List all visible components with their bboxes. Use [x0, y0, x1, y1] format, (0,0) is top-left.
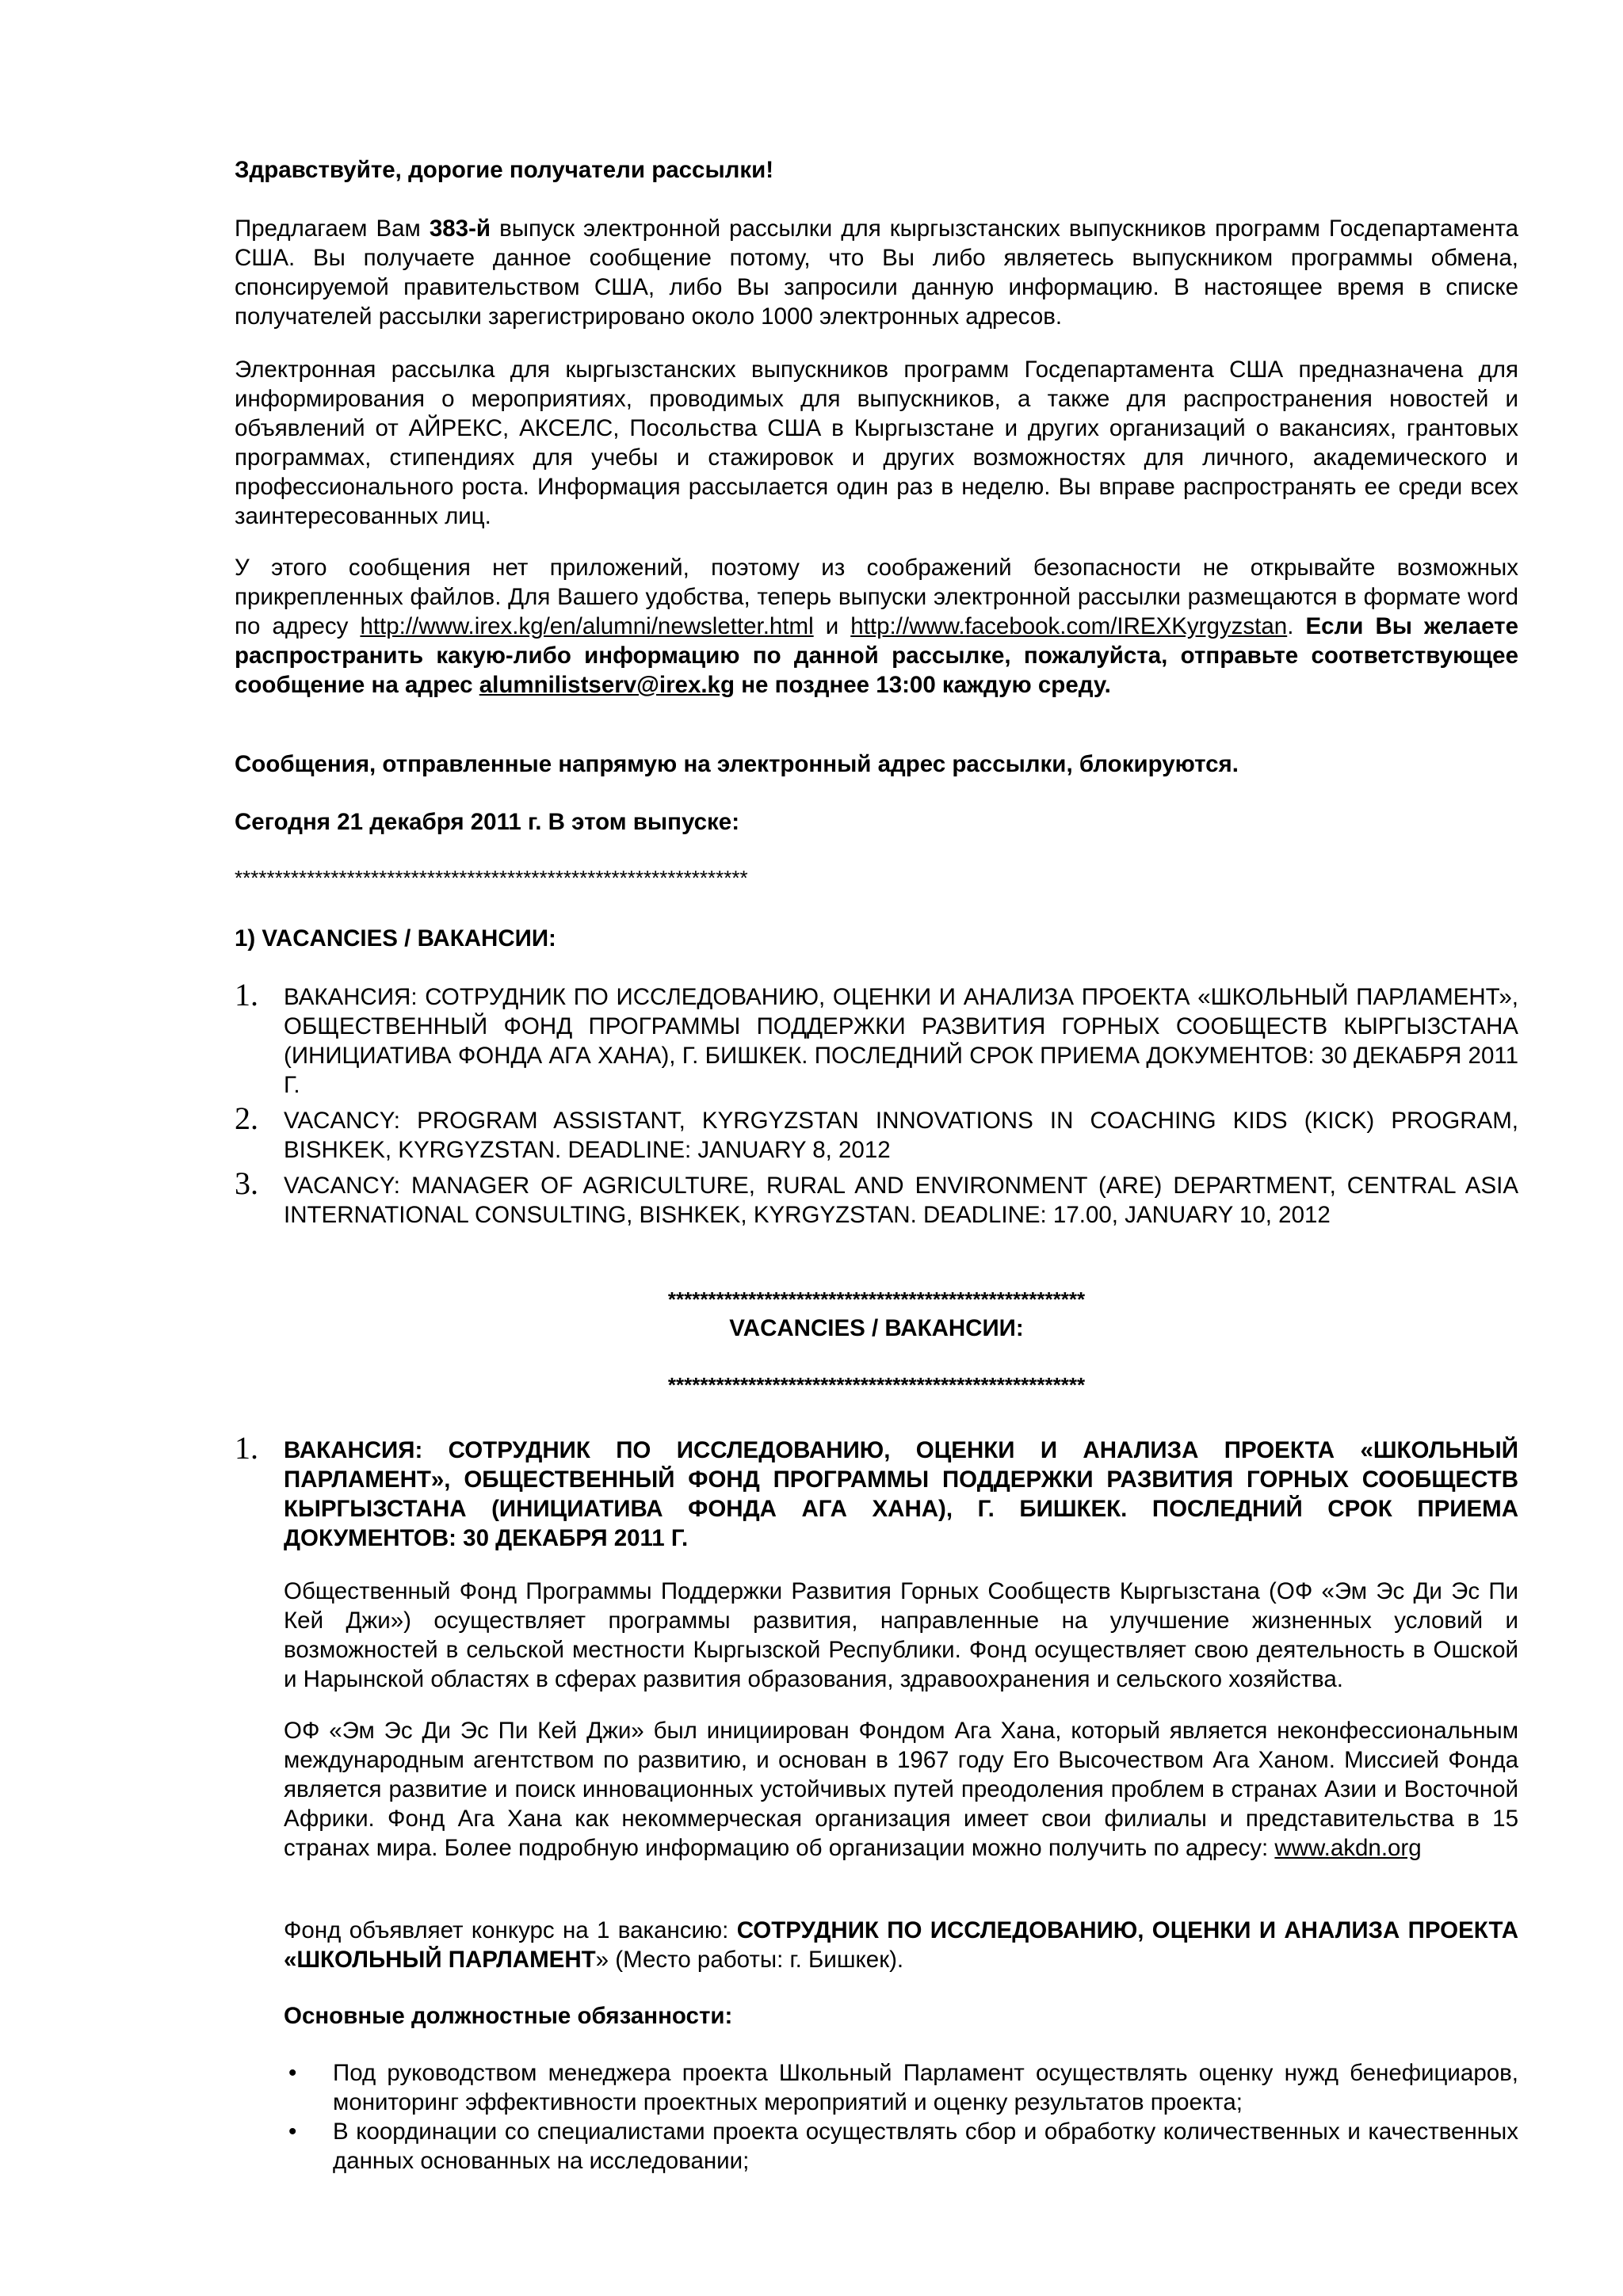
- newsletter-link[interactable]: http://www.irex.kg/en/alumni/newsletter.html: [360, 613, 814, 639]
- vacancy-list: [235, 1430, 1518, 1553]
- duties-list: [284, 2058, 1518, 2176]
- intro-p3-text-a: У этого сообщения нет приложений, поэтому из соображений безопасности не открывайте возможных прикрепленных файлов. Для Вашего удобства, теперь выпуски электронной рассылки размещаются в формате word по адресу: [235, 555, 1518, 639]
- toc-item-text: VACANCY: PROGRAM ASSISTANT, KYRGYZSTAN INNOVATIONS IN COACHING KIDS (KICK) PROGRAM, BISHKEK, KYRGYZSTAN. DEADLINE: JANUARY 8, 2012: [284, 1108, 1518, 1163]
- toc-item-text: VACANCY: MANAGER OF AGRICULTURE, RURAL AND ENVIRONMENT (ARE) DEPARTMENT, CENTRAL ASIA INTERNATIONAL CONSULTING, BISHKEK, KYRGYZSTAN. DEADLINE: 17.00, JANUARY 10, 2012: [284, 1173, 1518, 1228]
- submission-note-b: не позднее 13:00 каждую среду.: [735, 672, 1111, 698]
- vacancy-paragraph-2: [284, 1716, 1518, 1863]
- vacancy-1-title: [235, 1430, 1518, 1553]
- intro-p1-text-a: Предлагаем Вам: [235, 215, 430, 242]
- duty-text: Под руководством менеджера проекта Школьный Парламент осуществлять оценку нужд бенефициаров, мониторинг эффективности проектных мероприятий и оценку результатов проекта;: [333, 2060, 1518, 2115]
- akdn-link[interactable]: www.akdn.org: [1274, 1835, 1422, 1861]
- bullet-icon: •: [288, 2119, 297, 2145]
- intro-paragraph-3: [235, 553, 1518, 700]
- section-stars-bottom: ****************************************************: [667, 1373, 1086, 1397]
- listserv-email-link[interactable]: alumnilistserv@irex.kg: [479, 672, 735, 698]
- duties-heading: Основные должностные обязанности:: [284, 2003, 733, 2029]
- vacancy-paragraph-1: Общественный Фонд Программы Поддержки Развития Горных Сообществ Кыргызстана (ОФ «Эм Эс Ди Эс Пи Кей Джи») осуществляет программы развития, направленные на улучшение жизненных условий и возможностей в сельской местности Кыргызской Республики. Фонд осуществляет свою деятельность в Ошской и Нарынской областях в сферах развития образования, здравоохранения и сельского хозяйства.: [284, 1578, 1518, 1692]
- issue-number: 383-й: [429, 215, 491, 242]
- toc-item-number: 1.: [235, 977, 258, 1013]
- submission-note-a: Если Вы желаете распространить какую-либо информацию по данной рассылке, пожалуйста, отправьте соответствующее сообщение на адрес: [235, 613, 1518, 698]
- toc-item-number: 2.: [235, 1100, 258, 1136]
- vacancy-paragraph-3: [284, 1916, 1518, 1974]
- vacancy-position-name: СОТРУДНИК ПО ИССЛЕДОВАНИЮ, ОЦЕНКИ И АНАЛИЗА ПРОЕКТА «ШКОЛЬНЫЙ ПАРЛАМЕНТ: [284, 1917, 1518, 1973]
- toc-item-text: ВАКАНСИЯ: СОТРУДНИК ПО ИССЛЕДОВАНИЮ, ОЦЕНКИ И АНАЛИЗА ПРОЕКТА «ШКОЛЬНЫЙ ПАРЛАМЕНТ», ОБЩЕСТВЕННЫЙ ФОНД ПРОГРАММЫ ПОДДЕРЖКИ РАЗВИТИЯ ГОРНЫХ СООБЩЕСТВ КЫРГЫЗСТАНА (ИНИЦИАТИВА ФОНДА АГА ХАНА), Г. БИШКЕК. ПОСЛЕДНИЙ СРОК ПРИЕМА ДОКУМЕНТОВ: 30 ДЕКАБРЯ 2011 Г.: [284, 984, 1518, 1098]
- intro-p3-and: и: [813, 613, 851, 639]
- toc-item[interactable]: [235, 977, 1518, 1100]
- toc-item[interactable]: [235, 1165, 1518, 1230]
- facebook-link[interactable]: http://www.facebook.com/IREXKyrgyzstan: [850, 613, 1288, 639]
- section-title: VACANCIES / ВАКАНСИИ:: [729, 1315, 1024, 1341]
- duty-text: В координации со специалистами проекта осуществлять сбор и обработку количественных и качественных данных основанных на исследовании;: [333, 2119, 1518, 2174]
- vacancy-p3-text-a: Фонд объявляет конкурс на 1 вакансию:: [284, 1917, 737, 1943]
- greeting: Здравствуйте, дорогие получатели рассылки!: [235, 157, 774, 183]
- toc-list: [235, 977, 1518, 1230]
- issue-date-line: Сегодня 21 декабря 2011 г. В этом выпуске:: [235, 809, 740, 835]
- vacancy-number: 1.: [235, 1430, 258, 1466]
- duty-item: [284, 2117, 1518, 2176]
- section-stars-top: ****************************************************: [667, 1287, 1086, 1311]
- intro-p1-text-b: выпуск электронной рассылки для кыргызстанских выпускников программ Госдепартамента США. Вы получаете данное сообщение потому, что Вы либо являетесь выпускником программы обмена, спонсируемой правительством США, либо Вы запросили данную информацию. В настоящее время в списке получателей рассылки зарегистрировано около 1000 электронных адресов.: [235, 215, 1518, 330]
- intro-paragraph-2: Электронная рассылка для кыргызстанских выпускников программ Госдепартамента США предназначена для информирования о мероприятиях, проводимых для выпускников, а также для распространения новостей и объявлений от АЙРЕКС, АКСЕЛС, Посольства США в Кыргызстане и других организаций о вакансиях, грантовых программах, стипендиях для учебы и стажировок и других возможностях для личного, академического и профессионального роста. Информация рассылается один раз в неделю. Вы вправе распространять ее среди всех заинтересованных лиц.: [235, 357, 1518, 529]
- bullet-icon: •: [288, 2060, 297, 2086]
- vacancy-p3-text-b: » (Место работы: г. Бишкек).: [595, 1947, 904, 1973]
- toc-item[interactable]: [235, 1100, 1518, 1165]
- toc-heading: 1) VACANCIES / ВАКАНСИИ:: [235, 925, 556, 952]
- vacancy-p2-text: ОФ «Эм Эс Ди Эс Пи Кей Джи» был инициирован Фондом Ага Хана, который является неконфессиональным международным агентством по развитию, и основан в 1967 году Его Высочеством Ага Ханом. Миссией Фонда является развитие и поиск инновационных устойчивых путей преодоления проблем в странах Азии и Восточной Африки. Фонд Ага Хана как некоммерческая организация имеет свои филиалы и представительства в 15 странах мира. Более подробную информацию об организации можно получить по адресу:: [284, 1718, 1518, 1861]
- duty-item: [284, 2058, 1518, 2117]
- blocked-notice: Сообщения, отправленные напрямую на электронный адрес рассылки, блокируются.: [235, 751, 1239, 777]
- intro-p3-dot: .: [1287, 613, 1294, 639]
- toc-item-number: 3.: [235, 1165, 258, 1201]
- intro-paragraph-1: [235, 214, 1518, 331]
- vacancy-title-text: ВАКАНСИЯ: СОТРУДНИК ПО ИССЛЕДОВАНИЮ, ОЦЕНКИ И АНАЛИЗА ПРОЕКТА «ШКОЛЬНЫЙ ПАРЛАМЕНТ», ОБЩЕСТВЕННЫЙ ФОНД ПРОГРАММЫ ПОДДЕРЖКИ РАЗВИТИЯ ГОРНЫХ СООБЩЕСТВ КЫРГЫЗСТАНА (ИНИЦИАТИВА ФОНДА АГА ХАНА), Г. БИШКЕК. ПОСЛЕДНИЙ СРОК ПРИЕМА ДОКУМЕНТОВ: 30 ДЕКАБРЯ 2011 Г.: [284, 1437, 1518, 1551]
- separator-stars: ****************************************************************: [235, 866, 748, 890]
